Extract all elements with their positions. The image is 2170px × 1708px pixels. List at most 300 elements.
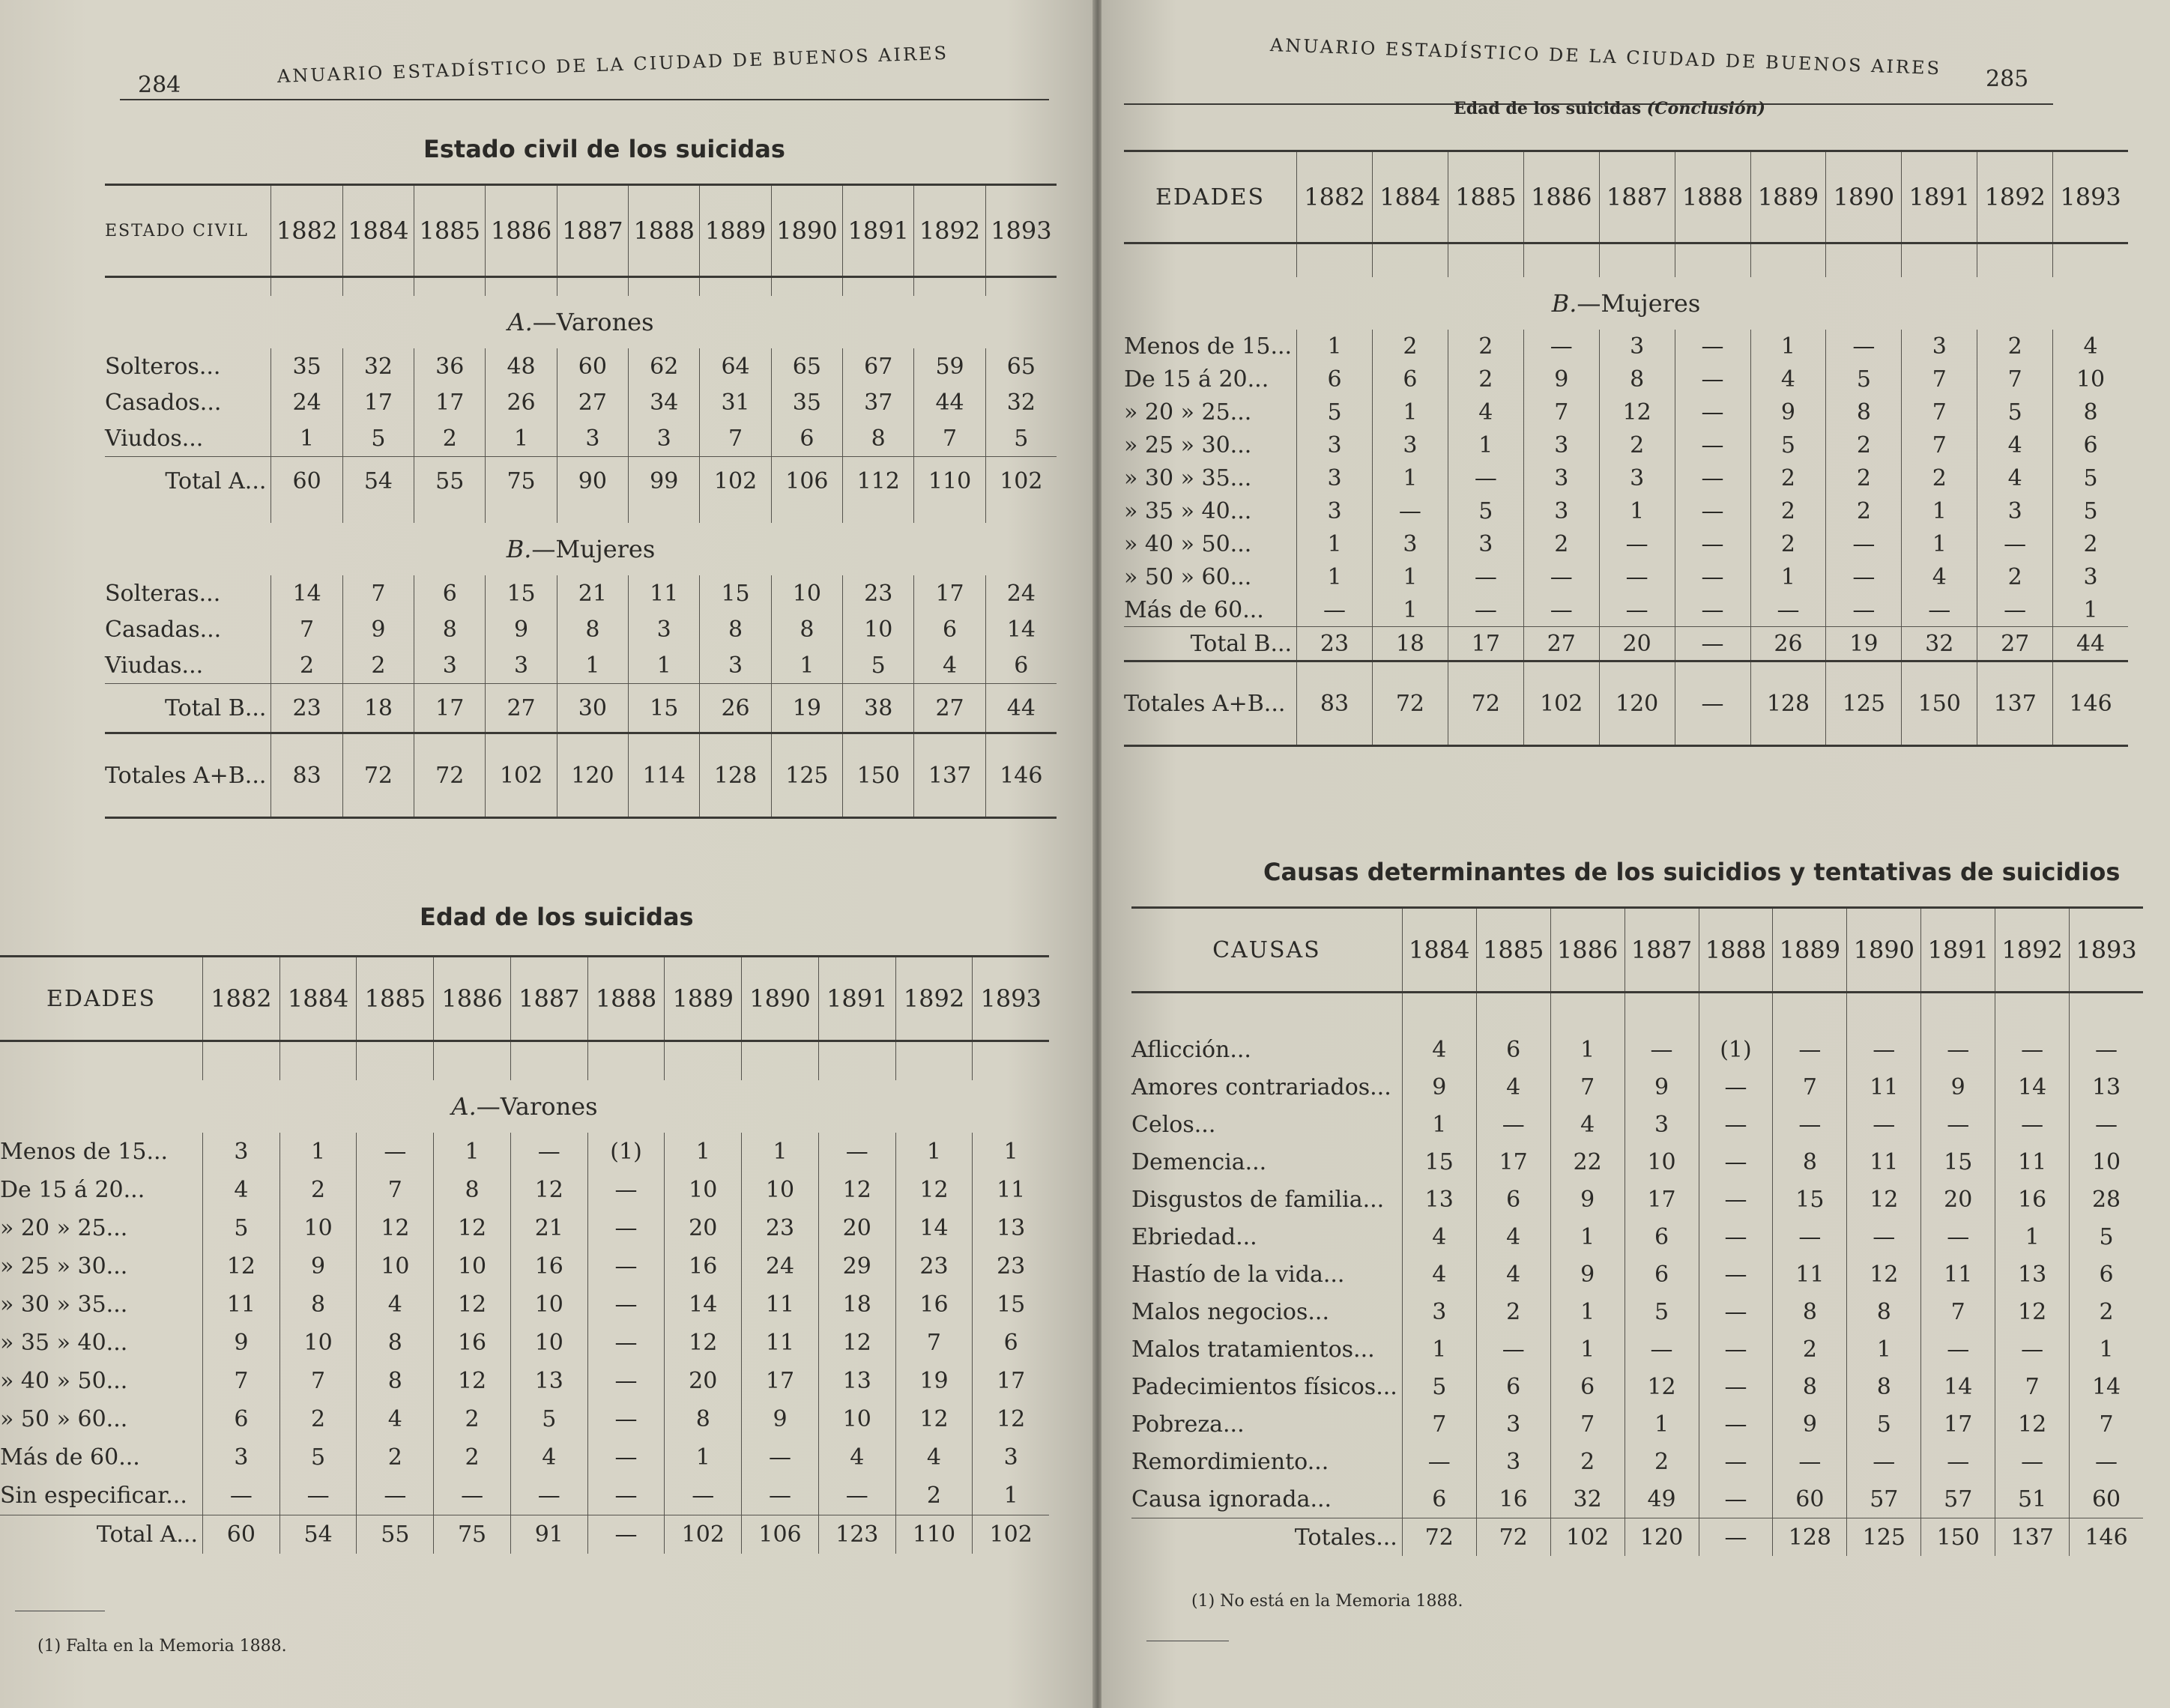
cell-value: 10	[818, 1400, 895, 1438]
cell-value: 6	[771, 420, 842, 457]
cell-value: 19	[1826, 627, 1902, 661]
table-row	[1131, 1106, 2143, 1143]
footnote: (1) Falta en la Memoria 1888.	[37, 1637, 287, 1656]
table-row	[0, 1324, 1049, 1362]
cell-value: 28	[2070, 1181, 2143, 1218]
cell-value: 120	[557, 733, 628, 818]
cell-value: 4	[510, 1438, 587, 1477]
cell-value: 128	[1750, 661, 1826, 746]
cell-value: 17	[414, 684, 486, 733]
cell-value: 3	[629, 420, 700, 457]
cell-value: 8	[414, 611, 486, 647]
cell-value: 57	[1847, 1480, 1921, 1518]
header-row	[1124, 151, 2128, 243]
cell-value: —	[1977, 593, 2053, 627]
spacer-cell	[771, 505, 842, 523]
column-header-year: 1887	[1625, 908, 1699, 993]
cell-value: 12	[895, 1171, 973, 1209]
cell-value: 10	[742, 1171, 819, 1209]
spacer-cell	[1847, 993, 1921, 1032]
cell-value: 1	[1599, 494, 1675, 527]
cell-value: —	[203, 1477, 280, 1515]
cell-value: 57	[1921, 1480, 1995, 1518]
cell-value: 10	[2070, 1143, 2143, 1181]
row-label: Aflicción...	[1131, 1036, 1251, 1063]
cell-value: 15	[486, 575, 557, 611]
spacer-cell	[818, 1041, 895, 1081]
cell-value: 91	[510, 1515, 587, 1554]
cell-value: 120	[1599, 661, 1675, 746]
cell-value: 11	[1847, 1143, 1921, 1181]
cell-value: 6	[203, 1400, 280, 1438]
cell-value: 10	[279, 1324, 357, 1362]
cell-value: 7	[1773, 1068, 1847, 1106]
table-row	[1131, 1443, 2143, 1480]
cell-value: 2	[1550, 1443, 1625, 1480]
cell-value: 1	[1995, 1218, 2070, 1256]
cell-value: 2	[342, 647, 414, 684]
row-label: » 30 » 35...	[0, 1291, 128, 1318]
cell-value: 23	[895, 1247, 973, 1285]
row-label: Solteros...	[105, 353, 221, 380]
cell-value: 12	[1847, 1181, 1921, 1218]
cell-value: 1	[1297, 560, 1373, 593]
column-header-year: 1892	[1995, 908, 2070, 993]
column-header-year: 1882	[271, 185, 342, 277]
column-header-year: 1888	[629, 185, 700, 277]
cell-value: 19	[895, 1362, 973, 1400]
column-header-year: 1886	[434, 957, 511, 1041]
column-header-year: 1882	[203, 957, 280, 1041]
row-label: Total A...	[105, 457, 271, 506]
cell-value: 13	[2070, 1068, 2143, 1106]
cell-value: —	[1476, 1330, 1550, 1368]
cell-value: 3	[1402, 1293, 1476, 1330]
cell-value: —	[1625, 1330, 1699, 1368]
spacer-cell	[587, 1041, 665, 1081]
cell-value: 9	[279, 1247, 357, 1285]
cell-value: 12	[665, 1324, 742, 1362]
cell-value: 3	[1523, 428, 1599, 461]
cell-value: —	[1675, 494, 1750, 527]
cell-value: —	[1921, 1031, 1995, 1068]
cell-value: 102	[1523, 661, 1599, 746]
cell-value: 6	[1476, 1368, 1550, 1405]
cell-value: 23	[973, 1247, 1049, 1285]
cell-value: —	[1921, 1218, 1995, 1256]
spacer-cell	[700, 505, 771, 523]
cell-value: 2	[357, 1438, 434, 1477]
cell-value: —	[1699, 1480, 1773, 1518]
column-header-year: 1888	[1675, 151, 1750, 243]
cell-value: 1	[665, 1133, 742, 1171]
cell-value: 24	[742, 1247, 819, 1285]
section-letter: B.	[1551, 289, 1577, 318]
cell-value: —	[1826, 593, 1902, 627]
cell-value: 3	[1476, 1443, 1550, 1480]
cell-value: 64	[700, 348, 771, 384]
cell-value: 3	[414, 647, 486, 684]
cell-value: —	[1699, 1181, 1773, 1218]
cell-value: 2	[1523, 527, 1599, 560]
cell-value: 16	[510, 1247, 587, 1285]
cell-value: 27	[557, 384, 628, 420]
edad-varones-table	[0, 955, 1049, 1554]
cell-value: 128	[1773, 1518, 1847, 1557]
cell-value: 26	[486, 384, 557, 420]
total-row	[0, 1515, 1049, 1554]
cell-value: 4	[1750, 363, 1826, 396]
cell-value: 8	[1826, 396, 1902, 428]
table-title-edad-conclusion	[1454, 99, 1765, 118]
cell-value: 3	[557, 420, 628, 457]
cell-value: 5	[1297, 396, 1373, 428]
cell-value: 24	[271, 384, 342, 420]
cell-value: 2	[1826, 494, 1902, 527]
spacer-cell	[700, 277, 771, 297]
spacer-cell	[629, 277, 700, 297]
cell-value: —	[1847, 1443, 1921, 1480]
table-title-edad: Edad de los suicidas	[420, 903, 694, 931]
table-row	[1124, 363, 2128, 396]
cell-value: 6	[1297, 363, 1373, 396]
cell-value: 7	[700, 420, 771, 457]
cell-value: 102	[486, 733, 557, 818]
spacer-cell	[1523, 243, 1599, 278]
table-body	[105, 277, 1057, 818]
column-header-year: 1885	[1448, 151, 1523, 243]
column-header-year: 1890	[742, 957, 819, 1041]
cell-value: 27	[1523, 627, 1599, 661]
cell-value: —	[1297, 593, 1373, 627]
cell-value: 13	[818, 1362, 895, 1400]
row-label: Totales A+B...	[105, 733, 271, 818]
cell-value: 26	[1750, 627, 1826, 661]
cell-value: —	[2070, 1443, 2143, 1480]
section-row	[105, 523, 1057, 575]
cell-value: 6	[1402, 1480, 1476, 1518]
cell-value: 1	[1550, 1031, 1625, 1068]
cell-value: 11	[742, 1324, 819, 1362]
cell-value: 65	[771, 348, 842, 384]
spacer-cell	[510, 1041, 587, 1081]
cell-value: 60	[203, 1515, 280, 1554]
cell-value: —	[1995, 1031, 2070, 1068]
cell-value: 5	[2053, 494, 2128, 527]
section-letter: B.	[506, 535, 532, 563]
cell-value: —	[434, 1477, 511, 1515]
cell-value: 8	[279, 1285, 357, 1324]
row-label: Celos...	[1131, 1111, 1216, 1138]
cell-value: 2	[1448, 363, 1523, 396]
cell-value: 146	[2053, 661, 2128, 746]
cell-value: 146	[985, 733, 1057, 818]
cell-value: 3	[1599, 330, 1675, 363]
table-row	[0, 1247, 1049, 1285]
column-header-year: 1885	[1476, 908, 1550, 993]
cell-value: 4	[357, 1400, 434, 1438]
cell-value: 102	[973, 1515, 1049, 1554]
cell-value: 27	[914, 684, 985, 733]
row-label: » 20 » 25...	[0, 1215, 128, 1241]
row-label: Ebriedad...	[1131, 1223, 1257, 1250]
table-row	[1124, 330, 2128, 363]
cell-value: —	[1826, 560, 1902, 593]
table-row	[105, 348, 1057, 384]
cell-value: 16	[665, 1247, 742, 1285]
spacer-cell	[557, 505, 628, 523]
page-number: 285	[1986, 66, 2029, 92]
cell-value: 60	[2070, 1480, 2143, 1518]
cell-value: 60	[557, 348, 628, 384]
cell-value: —	[1448, 461, 1523, 494]
table-row	[105, 384, 1057, 420]
cell-value: 2	[1826, 428, 1902, 461]
cell-value: 5	[1977, 396, 2053, 428]
column-header-year: 1890	[1826, 151, 1902, 243]
cell-value: 1	[895, 1133, 973, 1171]
cell-value: 1	[742, 1133, 819, 1171]
cell-value: 17	[1448, 627, 1523, 661]
cell-value: 7	[203, 1362, 280, 1400]
cell-value: —	[587, 1171, 665, 1209]
table-row	[1131, 1218, 2143, 1256]
spacer-cell	[2053, 243, 2128, 278]
cell-value: —	[1625, 1031, 1699, 1068]
cell-value: 2	[1750, 494, 1826, 527]
row-label: Totales A+B...	[1124, 661, 1297, 746]
cell-value: 2	[1476, 1293, 1550, 1330]
cell-value: 3	[1297, 494, 1373, 527]
cell-value: 11	[742, 1285, 819, 1324]
cell-value: 12	[895, 1400, 973, 1438]
cell-value: 6	[1476, 1181, 1550, 1218]
cell-value: 13	[1995, 1256, 2070, 1293]
row-label: Padecimientos físicos...	[1131, 1373, 1397, 1400]
cell-value: 4	[1402, 1031, 1476, 1068]
row-label: » 50 » 60...	[0, 1406, 128, 1432]
cell-value: —	[1847, 1218, 1921, 1256]
cell-value: 6	[1372, 363, 1448, 396]
spacer-cell	[1550, 993, 1625, 1032]
cell-value: 49	[1625, 1480, 1699, 1518]
table-row	[0, 1133, 1049, 1171]
cell-value: 1	[1372, 396, 1448, 428]
row-label: » 20 » 25...	[1124, 399, 1252, 426]
cell-value: —	[587, 1285, 665, 1324]
cell-value: 9	[342, 611, 414, 647]
cell-value: 17	[342, 384, 414, 420]
section-letter: A.	[451, 1092, 477, 1121]
spacer-cell	[486, 277, 557, 297]
cell-value: 125	[1847, 1518, 1921, 1557]
cell-value: 17	[414, 384, 486, 420]
cell-value: 18	[1372, 627, 1448, 661]
cell-value: 1	[2070, 1330, 2143, 1368]
cell-value: 8	[357, 1324, 434, 1362]
cell-value: 9	[742, 1400, 819, 1438]
cell-value: 15	[1921, 1143, 1995, 1181]
cell-value: 12	[1625, 1368, 1699, 1405]
cell-value: —	[1675, 627, 1750, 661]
cell-value: 6	[914, 611, 985, 647]
cell-value: —	[1523, 560, 1599, 593]
table-row	[1124, 396, 2128, 428]
cell-value: 8	[1847, 1293, 1921, 1330]
cell-value: 4	[1402, 1218, 1476, 1256]
spacer-cell	[0, 1041, 203, 1081]
cell-value: 106	[771, 457, 842, 506]
row-label: Menos de 15...	[0, 1139, 169, 1165]
cell-value: 30	[557, 684, 628, 733]
cell-value: 125	[771, 733, 842, 818]
cell-value: 3	[1977, 494, 2053, 527]
spacer-cell	[914, 277, 985, 297]
table-body	[1124, 243, 2128, 746]
cell-value: 4	[1550, 1106, 1625, 1143]
column-header-year: 1884	[279, 957, 357, 1041]
table-row	[1124, 461, 2128, 494]
table-row	[0, 1171, 1049, 1209]
cell-value: —	[742, 1477, 819, 1515]
cell-value: 13	[973, 1209, 1049, 1247]
cell-value: 7	[357, 1171, 434, 1209]
column-header-year: 1887	[557, 185, 628, 277]
right-page	[1101, 0, 2170, 1708]
cell-value: —	[1773, 1031, 1847, 1068]
row-label: Malos negocios...	[1131, 1298, 1329, 1325]
column-header-year: 1889	[700, 185, 771, 277]
cell-value: 1	[771, 647, 842, 684]
spacer-cell	[771, 277, 842, 297]
cell-value: 20	[665, 1362, 742, 1400]
cell-value: 29	[818, 1247, 895, 1285]
cell-value: 102	[1550, 1518, 1625, 1557]
cell-value: —	[587, 1515, 665, 1554]
cell-value: 14	[985, 611, 1057, 647]
cell-value: 137	[914, 733, 985, 818]
cell-value: 6	[1476, 1031, 1550, 1068]
cell-value: —	[510, 1477, 587, 1515]
table-title-estado-civil: Estado civil de los suicidas	[423, 135, 785, 163]
cell-value: —	[1599, 527, 1675, 560]
cell-value: —	[665, 1477, 742, 1515]
cell-value: 3	[1372, 428, 1448, 461]
cell-value: —	[2070, 1106, 2143, 1143]
cell-value: 2	[1448, 330, 1523, 363]
column-header-year: 1888	[587, 957, 665, 1041]
cell-value: 7	[271, 611, 342, 647]
cell-value: 5	[843, 647, 914, 684]
row-label: » 40 » 50...	[1124, 530, 1252, 557]
cell-value: 72	[1402, 1518, 1476, 1557]
cell-value: 8	[2053, 396, 2128, 428]
cell-value: 26	[700, 684, 771, 733]
cell-value: 9	[1921, 1068, 1995, 1106]
cell-value: 38	[843, 684, 914, 733]
table-row	[0, 1438, 1049, 1477]
cell-value: 8	[665, 1400, 742, 1438]
cell-value: 9	[1550, 1256, 1625, 1293]
cell-value: —	[1750, 593, 1826, 627]
cell-value: 17	[973, 1362, 1049, 1400]
cell-value: 8	[771, 611, 842, 647]
cell-value: 106	[742, 1515, 819, 1554]
cell-value: 2	[434, 1400, 511, 1438]
section-heading	[0, 1080, 1049, 1133]
cell-value: 3	[1599, 461, 1675, 494]
cell-value: 67	[843, 348, 914, 384]
column-header-year: 1886	[486, 185, 557, 277]
total-row	[105, 684, 1057, 733]
cell-value: 34	[629, 384, 700, 420]
section-row	[1124, 277, 2128, 330]
cell-value: —	[1921, 1106, 1995, 1143]
cell-value: 1	[1448, 428, 1523, 461]
cell-value: 5	[2070, 1218, 2143, 1256]
estado-civil-table	[105, 184, 1057, 819]
cell-value: 15	[629, 684, 700, 733]
table-title-causas: Causas determinantes de los suicidios y tentativas de suicidios	[1263, 858, 2121, 886]
spacer-cell	[843, 505, 914, 523]
spacer-cell	[486, 505, 557, 523]
cell-value: 16	[1995, 1181, 2070, 1218]
row-label: Disgustos de familia...	[1131, 1186, 1385, 1213]
row-label: Total B...	[1124, 627, 1297, 661]
column-header-year: 1890	[1847, 908, 1921, 993]
table-row	[1131, 1330, 2143, 1368]
cell-value: 11	[203, 1285, 280, 1324]
cell-value: 13	[1402, 1181, 1476, 1218]
cell-value: 1	[1847, 1330, 1921, 1368]
cell-value: 7	[1995, 1368, 2070, 1405]
column-header-year: 1887	[1599, 151, 1675, 243]
cell-value: 4	[2053, 330, 2128, 363]
spacer-cell	[279, 1041, 357, 1081]
spacer-cell	[1476, 993, 1550, 1032]
cell-value: 5	[1826, 363, 1902, 396]
table-header	[1124, 151, 2128, 243]
cell-value: 9	[1523, 363, 1599, 396]
cell-value: 5	[1625, 1293, 1699, 1330]
cell-value: 125	[1826, 661, 1902, 746]
cell-value: 11	[973, 1171, 1049, 1209]
cell-value: 3	[2053, 560, 2128, 593]
cell-value: 8	[1599, 363, 1675, 396]
cell-value: 15	[700, 575, 771, 611]
spacer-cell	[1297, 243, 1373, 278]
row-label: » 35 » 40...	[0, 1330, 128, 1356]
cell-value: 7	[1977, 363, 2053, 396]
spacer-row	[1124, 243, 2128, 278]
cell-value: 5	[1847, 1405, 1921, 1443]
cell-value: 102	[700, 457, 771, 506]
section-heading	[105, 296, 1057, 348]
cell-value: 75	[434, 1515, 511, 1554]
table-row	[1131, 1068, 2143, 1106]
header-row	[0, 957, 1049, 1041]
cell-value: 35	[271, 348, 342, 384]
cell-value: 10	[665, 1171, 742, 1209]
cell-value: 32	[342, 348, 414, 384]
cell-value: 2	[895, 1477, 973, 1515]
cell-value: —	[1995, 1330, 2070, 1368]
table-row	[1131, 1480, 2143, 1518]
column-header-year: 1893	[973, 957, 1049, 1041]
row-label: Total B...	[105, 684, 271, 733]
row-label: Más de 60...	[0, 1444, 140, 1471]
table-row	[1124, 428, 2128, 461]
